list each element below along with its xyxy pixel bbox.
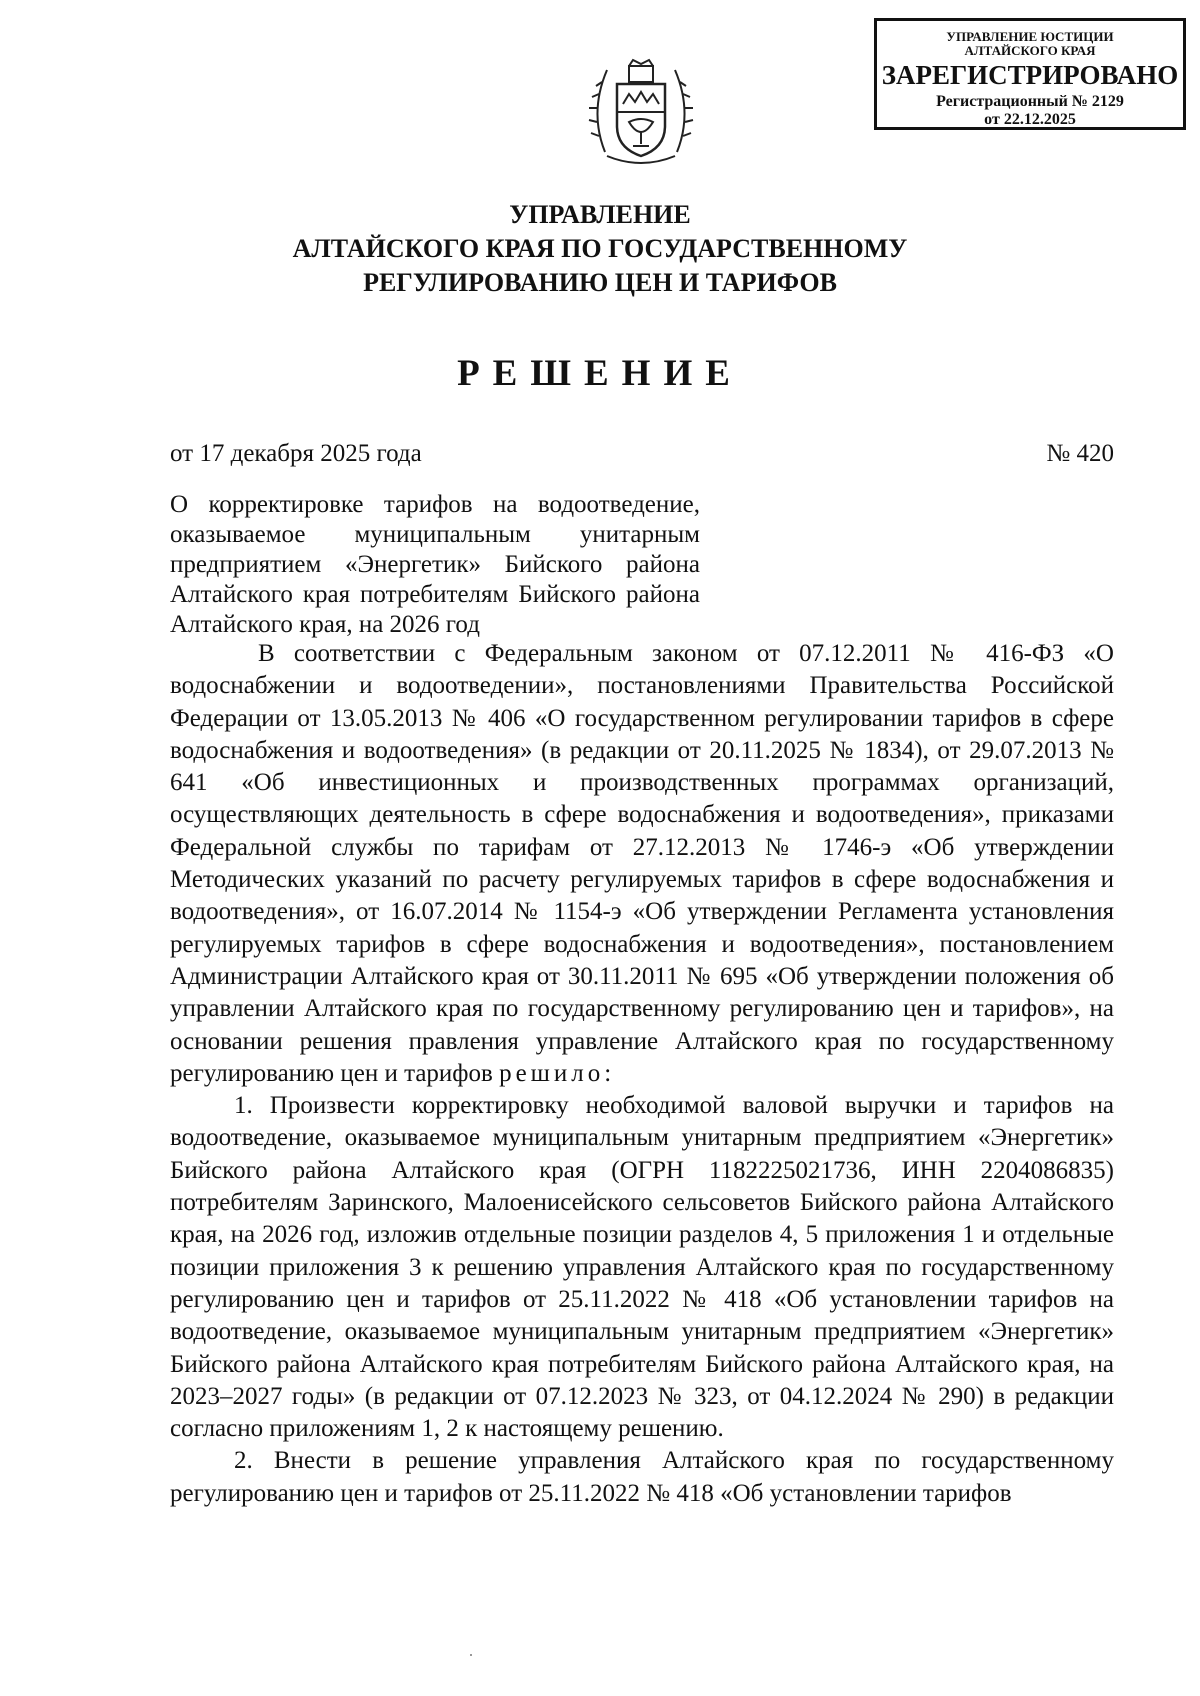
decision-body bbox=[170, 638, 1114, 1510]
date-number-line bbox=[170, 440, 1114, 468]
org-line-3: РЕГУЛИРОВАНИЮ ЦЕН И ТАРИФОВ bbox=[363, 268, 837, 297]
preamble-paragraph bbox=[170, 638, 1114, 1090]
decision-number: № 420 bbox=[1046, 440, 1114, 467]
stamp-reg-number: Регистрационный № 2129 bbox=[936, 93, 1124, 110]
scan-speck bbox=[470, 1654, 472, 1656]
document-type-title: РЕШЕНИЕ bbox=[457, 353, 743, 394]
item-2-paragraph: 2. Внести в решение управления Алтайского края по государственному регулированию цен и тарифов от 25.11.2022 № 418 «Об установлении тарифов bbox=[170, 1447, 1114, 1507]
stamp-authority-line2: АЛТАЙСКОГО КРАЯ bbox=[964, 43, 1096, 58]
stamp-authority-line1: УПРАВЛЕНИЕ ЮСТИЦИИ bbox=[946, 29, 1114, 44]
org-line-2: АЛТАЙСКОГО КРАЯ ПО ГОСУДАРСТВЕННОМУ bbox=[292, 234, 908, 263]
decision-subject: О корректировке тарифов на водоотведение, оказываемое муниципальным унитарным предприятием «Энергетик» Бийского района Алтайского края потребителям Бийского района Алтайского края, на 2026 год bbox=[170, 491, 700, 638]
decision-date: от 17 декабря 2025 года bbox=[170, 440, 422, 467]
preamble-text: В соответствии с Федеральным законом от 07.12.2011 № 416-ФЗ «О водоснабжении и водоотведении», постановлениями Правительства Российской Федерации от 13.05.2013 № 406 «О государственном регулировании тарифов в сфере водоснабжения и водоотведения» (в редакции от 20.11.2025 № 1834), от 29.07.2013 № 641 «Об инвестиционных и производственных программах организаций, осуществляющих деятельность в сфере водоснабжения и водоотведения», приказами Федеральной службы по тарифам от 27.12.2013 № 1746-э «Об утверждении Методических указаний по расчету регулируемых тарифов в сфере водоснабжения и водоотведения», от 16.07.2014 № 1154-э «Об утверждении Регламента установления регулируемых тарифов в сфере водоснабжения и водоотведения», постановлением Администрации Алтайского края от 30.11.2011 № 695 «Об утверждении положения об управлении Алтайского края по государственному регулированию цен и тарифов», на основании решения правления управление Алтайского края по государственному регулированию цен и тарифов bbox=[170, 640, 1114, 1087]
resolved-word: решило: bbox=[499, 1059, 616, 1087]
item-1-paragraph: 1. Произвести корректировку необходимой валовой выручки и тарифов на водоотведение, оказываемое муниципальным унитарным предприятием «Энергетик» Бийского района Алтайского края (ОГРН 1182225021736, ИНН 2204086835) потребителям Заринского, Малоенисейского сельсоветов Бийского района Алтайского края, на 2026 год, изложив отдельные позиции разделов 4, 5 приложения 1 и отдельные позиции приложения 3 к решению управления Алтайского края по государственному регулированию цен и тарифов от 25.11.2022 № 418 «Об установлении тарифов на водоотведение, оказываемое муниципальным унитарным предприятием «Энергетик» Бийского района Алтайского края потребителям Бийского района Алтайского края, на 2023–2027 годы» (в редакции от 07.12.2023 № 323, от 04.12.2024 № 290) в редакции согласно приложениям 1, 2 к настоящему решению. bbox=[170, 1092, 1114, 1443]
organization-header bbox=[150, 198, 1050, 300]
registration-stamp bbox=[874, 18, 1186, 130]
org-line-1: УПРАВЛЕНИЕ bbox=[509, 200, 691, 229]
coat-of-arms-icon bbox=[585, 52, 697, 172]
stamp-reg-date: от 22.12.2025 bbox=[984, 111, 1076, 128]
stamp-status: ЗАРЕГИСТРИРОВАНО bbox=[881, 60, 1179, 90]
